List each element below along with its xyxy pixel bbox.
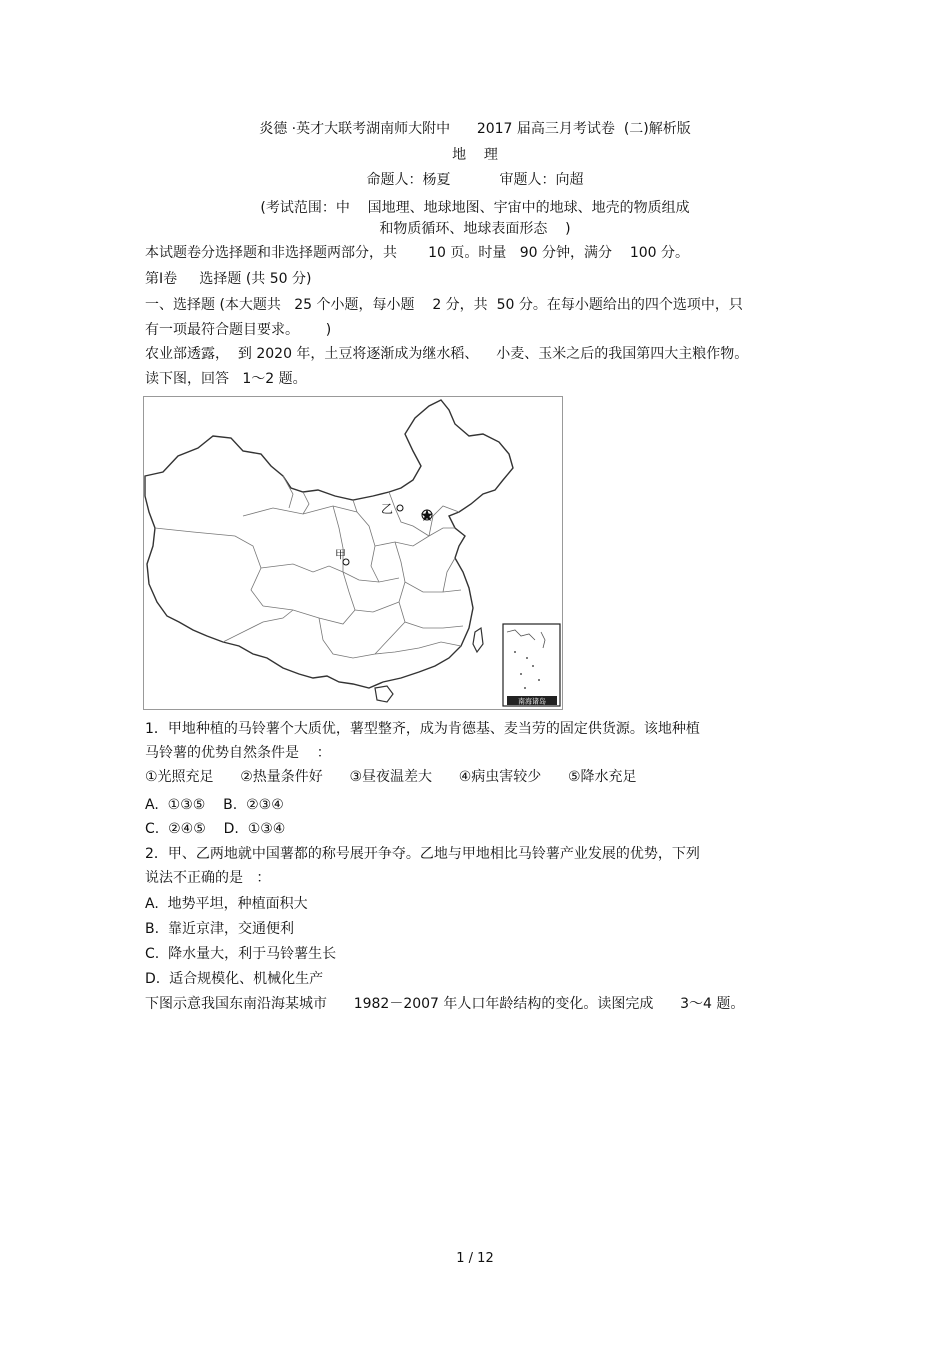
china-map [143, 396, 563, 710]
label-yi: 乙 [381, 502, 394, 516]
material-line-2: 读下图，回答 1～2 题。 [145, 371, 307, 387]
scope-line-1: (考试范围：中 国地理、地球地图、宇宙中的地球、地壳的物质组成 [260, 200, 690, 216]
page-number: 1 / 12 [456, 1251, 494, 1266]
instructions-line-2: 有一项最符合题目要求。 ) [145, 322, 332, 338]
material-line-1: 农业部透露， 到 2020 年，土豆将逐渐成为继水稻、 小麦、玉米之后的我国第四大主粮作物。 [145, 346, 749, 362]
q2-stem-line-2: 说法不正确的是 ： [145, 870, 271, 886]
scope-line-2: 和物质循环、地球表面形态 ) [379, 221, 571, 237]
q2-stem-line-1: 2．甲、乙两地就中国薯都的称号展开争夺。乙地与甲地相比马铃薯产业发展的优势，下列 [145, 846, 700, 862]
q1-stem-line-1: 1．甲地种植的马铃薯个大质优，薯型整齐，成为肯德基、麦当劳的固定供货源。该地种植 [145, 721, 700, 737]
next-material-line: 下图示意我国东南沿海某城市 1982－2007 年人口年龄结构的变化。读图完成 3～4 题。 [145, 996, 745, 1012]
q1-stem-line-2: 马铃薯的优势自然条件是 ： [145, 745, 331, 761]
south-china-sea-inset [503, 624, 560, 706]
authors-line: 命题人：杨夏 审题人：向超 [366, 172, 584, 188]
section-heading: 第Ⅰ卷 选择题 (共 50 分) [145, 271, 312, 287]
china-map-figure [143, 396, 563, 710]
document-title: 炎德 ·英才大联考湖南师大附中 2017 届高三月考试卷 (二)解析版 [259, 121, 691, 137]
subject-heading: 地 理 [452, 147, 498, 163]
label-jia: 甲 [335, 548, 346, 561]
instructions-line-1: 一、选择题 (本大题共 25 个小题，每小题 2 分，共 50 分。在每小题给出的四个选项中，只 [145, 297, 743, 313]
q1-choices-ab: A. ①③⑤ B. ②③④ [145, 797, 284, 813]
q2-choice-c: C. 降水量大，利于马铃薯生长 [145, 946, 337, 962]
q1-choices-cd: C. ②④⑤ D. ①③④ [145, 821, 286, 837]
q2-choice-b: B. 靠近京津，交通便利 [145, 921, 294, 937]
q2-choice-a: A. 地势平坦，种植面积大 [145, 896, 308, 912]
q2-choice-d: D. 适合规模化、机械化生产 [145, 971, 324, 987]
q1-options: ①光照充足 ②热量条件好 ③昼夜温差大 ④病虫害较少 ⑤降水充足 [145, 769, 637, 785]
site-yi-marker [397, 505, 403, 511]
inset-caption: 南海诸岛 [518, 697, 546, 706]
exam-summary: 本试题卷分选择题和非选择题两部分，共 10 页。时量 90 分钟，满分 100 分。 [145, 245, 690, 261]
